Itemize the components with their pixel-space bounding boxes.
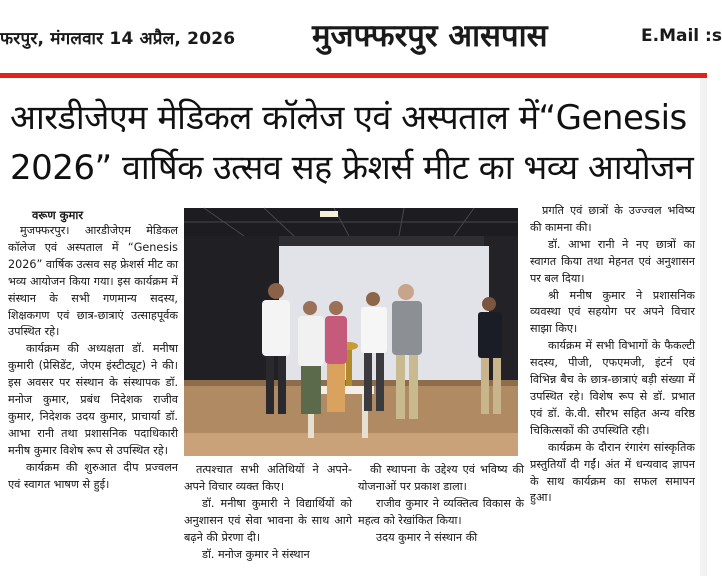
paragraph: कार्यक्रम में सभी विभागों के फैकल्टी सदस्य, पीजी, एफएमजी, इंटर्न एवं विभिन्न बैच के छात्र-छात्राएं बड़ी संख्या में उपस्थित रहे। विशेष रूप से डॉ. प्रभात एवं डॉ. के.वी. सौरभ सहित अन्य वरिष्ठ चिकित्सकों की उपस्थिति रही। bbox=[530, 339, 695, 437]
section-name: मुजफ्फरपुर आसपास bbox=[312, 18, 548, 54]
paragraph: डॉ. मनोज कुमार ने संस्थान bbox=[202, 547, 310, 561]
paragraph: मुजफ्फरपुर। आरडीजेएम मेडिकल कॉलेज एवं अस्पताल में “Genesis 2026” वार्षिक उत्सव सह फ्रेशर्स मीट का भव्य आयोजन किया गया। इस कार्यक्रम में संस्थान के सभी गणमान्य सदस्य, शिक्षकगण एवं छात्र-छात्राएं उत्साहपूर्वक उपस्थित रहे। bbox=[8, 224, 178, 339]
byline: वरूण कुमार bbox=[32, 208, 84, 222]
paragraph: श्री मनीष कुमार ने प्रशासनिक व्यवस्था एवं सहयोग पर अपने विचार साझा किए। bbox=[530, 288, 695, 336]
article-column-4 bbox=[530, 203, 695, 507]
event-photo-illustration bbox=[184, 208, 518, 456]
email-label: E.Mail :s bbox=[641, 26, 722, 46]
paragraph: डॉ. मनीषा कुमारी ने विद्यार्थियों को अनुशासन एवं सेवा भावना के साथ आगे बढ़ने की प्रेरणा दी। bbox=[184, 496, 352, 544]
masthead bbox=[0, 0, 722, 76]
paragraph: तत्पश्चात सभी अतिथियों ने अपने-अपने विचार व्यक्त किए। bbox=[184, 463, 352, 493]
paragraph: डॉ. आभा रानी ने नए छात्रों का स्वागत किया तथा मेहनत एवं अनुशासन पर बल दिया। bbox=[530, 237, 695, 285]
paragraph: राजीव कुमार ने व्यक्तित्व विकास के महत्व को रेखांकित किया। bbox=[358, 496, 524, 527]
article-column-2 bbox=[184, 462, 352, 563]
headline-line-2: 2026” वार्षिक उत्सव सह फ्रेशर्स मीट का भव्य आयोजन bbox=[10, 148, 694, 188]
paragraph: कार्यक्रम की शुरुआत दीप प्रज्वलन एवं स्वागत भाषण से हुई। bbox=[8, 460, 178, 491]
article-column-3 bbox=[358, 462, 524, 547]
event-photo bbox=[184, 208, 518, 456]
date-line: फरपुर, मंगलवार 14 अप्रैल, 2026 bbox=[0, 29, 236, 49]
red-divider bbox=[0, 73, 707, 78]
paragraph: प्रगति एवं छात्रों के उज्ज्वल भविष्य की कामना की। bbox=[530, 204, 695, 234]
page-edge bbox=[700, 78, 707, 576]
article-column-1 bbox=[8, 207, 178, 494]
paragraph: की स्थापना के उद्देश्य एवं भविष्य की योजनाओं पर प्रकाश डाला। bbox=[358, 463, 524, 493]
paragraph: उदय कुमार ने संस्थान की bbox=[376, 530, 478, 544]
headline-line-1: आरडीजेएम मेडिकल कॉलेज एवं अस्पताल में“Genesis bbox=[10, 98, 687, 138]
headline bbox=[10, 93, 702, 193]
paragraph: कार्यक्रम के दौरान रंगारंग सांस्कृतिक प्रस्तुतियाँ दी गईं। अंत में धन्यवाद ज्ञापन के साथ कार्यक्रम का सफल समापन हुआ। bbox=[530, 440, 695, 505]
paragraph: कार्यक्रम की अध्यक्षता डॉ. मनीषा कुमारी (प्रेसिडेंट, जेएम इंस्टीट्यूट) ने की। इस अवसर पर संस्थान के संस्थापक डॉ. मनोज कुमार, प्रबंध निदेशक राजीव कुमार, निदेशक उदय कुमार, प्राचार्या डॉ. आभा रानी तथा प्रशासनिक पदाधिकारी मनीष कुमार विशेष रूप से उपस्थित रहे। bbox=[8, 342, 178, 457]
